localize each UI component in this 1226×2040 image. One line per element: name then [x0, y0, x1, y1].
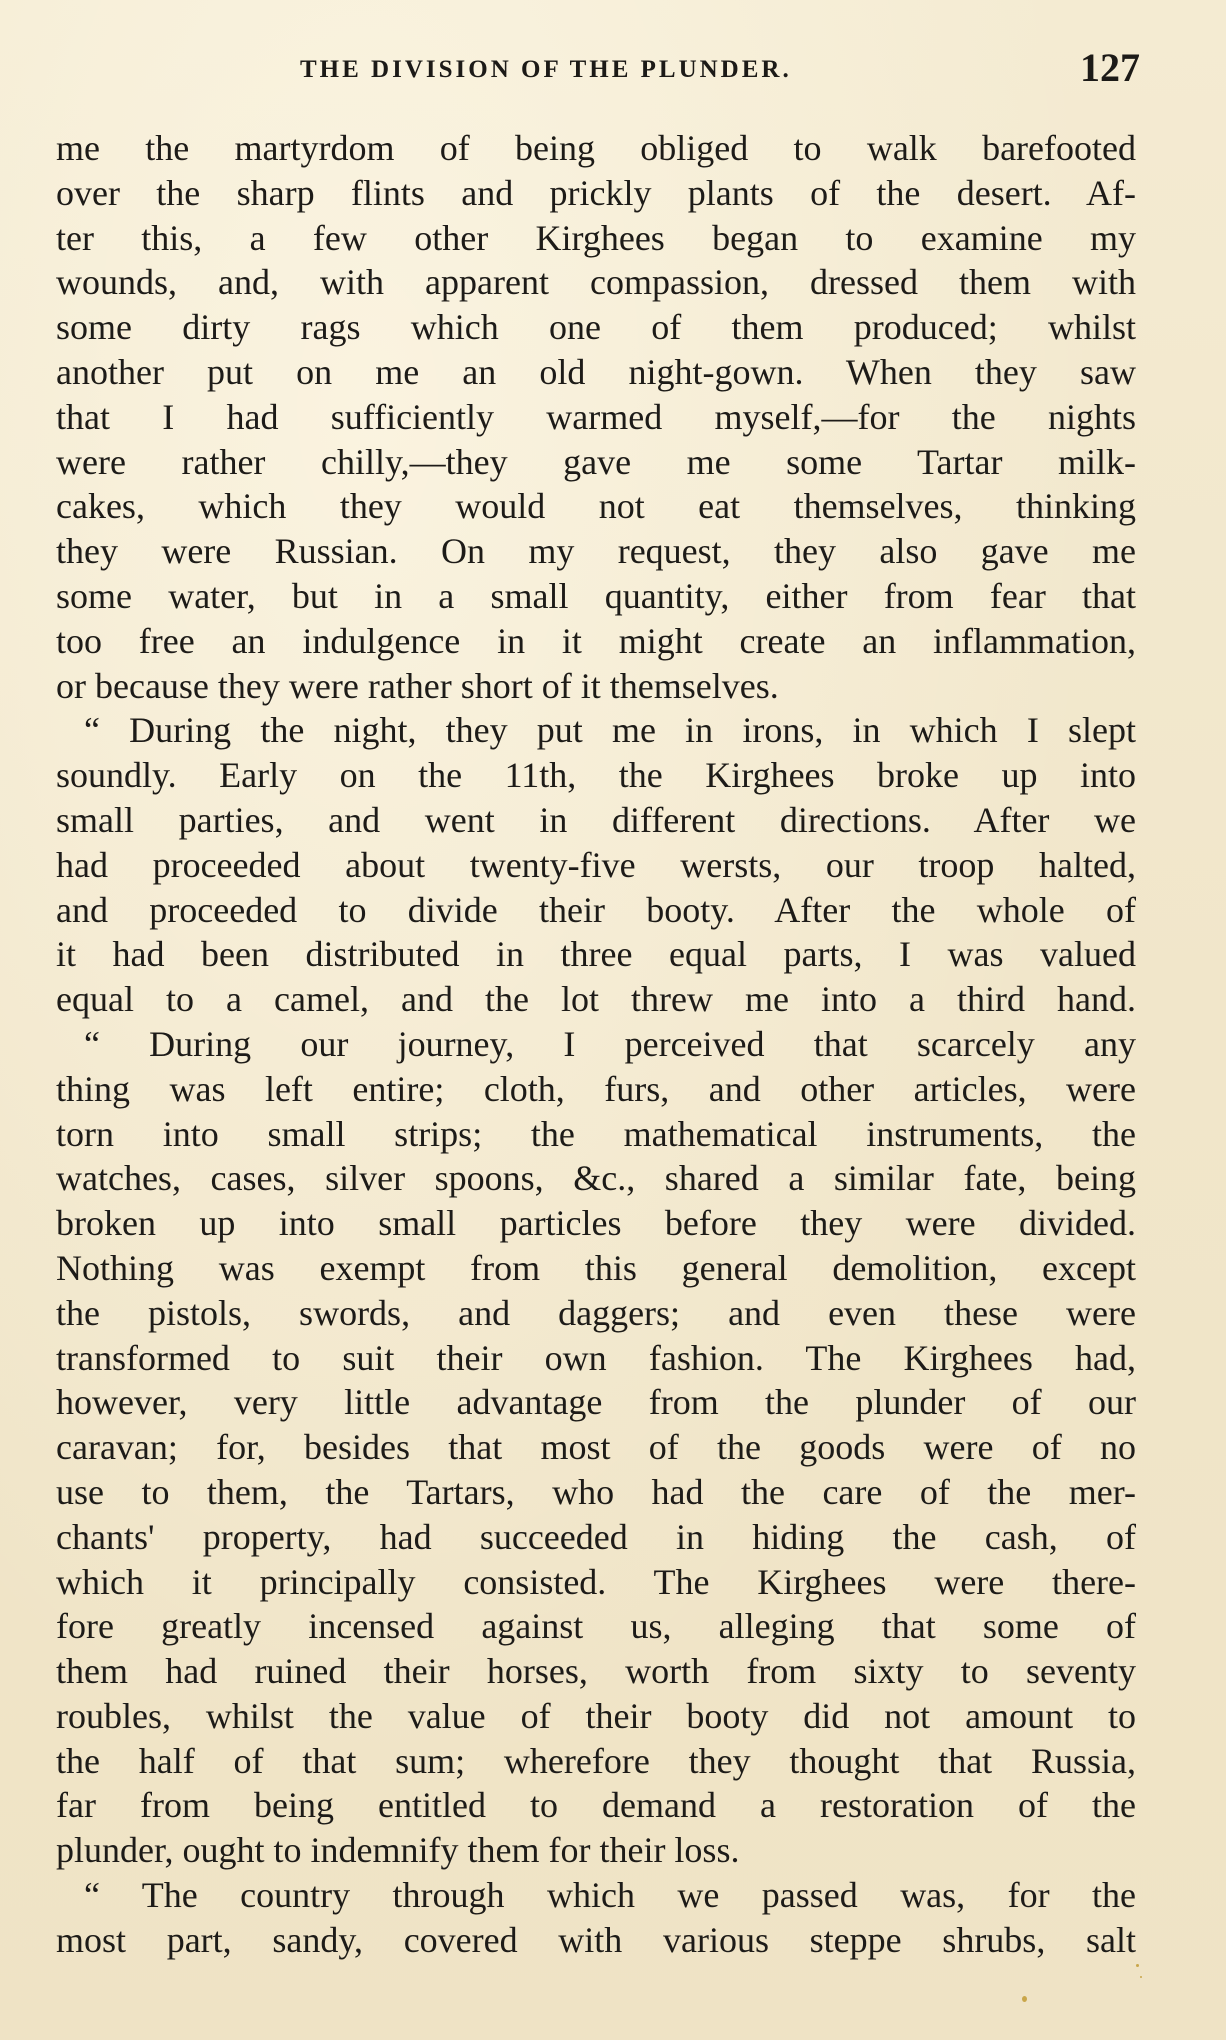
text-line: which it principally consisted. The Kirghees were there- [56, 1561, 1136, 1602]
text-line: some dirty rags which one of them produced; whilst [56, 307, 1136, 348]
text-line: were rather chilly,—they gave me some Tartar milk- [56, 441, 1136, 482]
text-line: however, very little advantage from the plunder of our [56, 1382, 1136, 1423]
text-line: far from being entitled to demand a restoration of the [56, 1785, 1136, 1826]
text-line: some water, but in a small quantity, either from fear that [56, 575, 1136, 616]
text-line: Nothing was exempt from this general demolition, except [56, 1247, 1136, 1288]
text-line: ter this, a few other Kirghees began to examine my [56, 217, 1136, 258]
text-line: broken up into small particles before they were divided. [56, 1203, 1136, 1244]
text-line: torn into small strips; the mathematical instruments, the [56, 1113, 1136, 1154]
text-line: use to them, the Tartars, who had the care of the mer- [56, 1471, 1136, 1512]
page-header [300, 44, 1140, 104]
running-title: THE DIVISION OF THE PLUNDER. [300, 56, 792, 83]
text-line: too free an indulgence in it might create an inflammation, [56, 620, 1136, 661]
text-line: over the sharp flints and prickly plants of the desert. Af- [56, 172, 1136, 213]
text-line: watches, cases, silver spoons, &c., shared a similar fate, being [56, 1158, 1136, 1199]
text-line: them had ruined their horses, worth from sixty to seventy [56, 1651, 1136, 1692]
text-line: they were Russian. On my request, they also gave me [56, 531, 1136, 572]
text-line: caravan; for, besides that most of the goods were of no [56, 1427, 1136, 1468]
text-line: me the martyrdom of being obliged to walk barefooted [56, 128, 1136, 168]
text-line: that I had sufficiently warmed myself,—for the nights [56, 396, 1136, 437]
text-line: it had been distributed in three equal parts, I was valued [56, 934, 1136, 975]
text-line: “ During our journey, I perceived that scarcely any [84, 1023, 1136, 1064]
text-line: small parties, and went in different directions. After we [56, 799, 1136, 840]
text-line: equal to a camel, and the lot threw me into a third hand. [56, 979, 1136, 1020]
text-line: chants' property, had succeeded in hiding the cash, of [56, 1516, 1136, 1557]
text-line: fore greatly incensed against us, alleging that some of [56, 1606, 1136, 1647]
text-line: roubles, whilst the value of their booty did not amount to [56, 1695, 1136, 1736]
text-line: plunder, ought to indemnify them for their loss. [56, 1830, 740, 1871]
text-line: and proceeded to divide their booty. After the whole of [56, 889, 1136, 930]
text-line: the half of that sum; wherefore they thought that Russia, [56, 1740, 1136, 1781]
text-line: another put on me an old night-gown. When they saw [56, 351, 1136, 392]
text-line: most part, sandy, covered with various steppe shrubs, salt [56, 1919, 1136, 1960]
paper-specks [1134, 1960, 1146, 2020]
text-line: soundly. Early on the 11th, the Kirghees broke up into [56, 755, 1136, 796]
text-line: “ During the night, they put me in irons, in which I slept [84, 710, 1136, 751]
body-text [56, 126, 1136, 1963]
text-line: or because they were rather short of it themselves. [56, 665, 779, 706]
text-line: “ The country through which we passed was, for the [84, 1875, 1136, 1916]
text-line: the pistols, swords, and daggers; and even these were [56, 1292, 1136, 1333]
page-number: 127 [1080, 45, 1140, 90]
text-line: wounds, and, with apparent compassion, dressed them with [56, 262, 1136, 303]
text-line: thing was left entire; cloth, furs, and other articles, were [56, 1068, 1136, 1109]
text-line: cakes, which they would not eat themselves, thinking [56, 486, 1136, 527]
text-line: had proceeded about twenty-five wersts, our troop halted, [56, 844, 1136, 885]
text-line: transformed to suit their own fashion. The Kirghees had, [56, 1337, 1136, 1378]
